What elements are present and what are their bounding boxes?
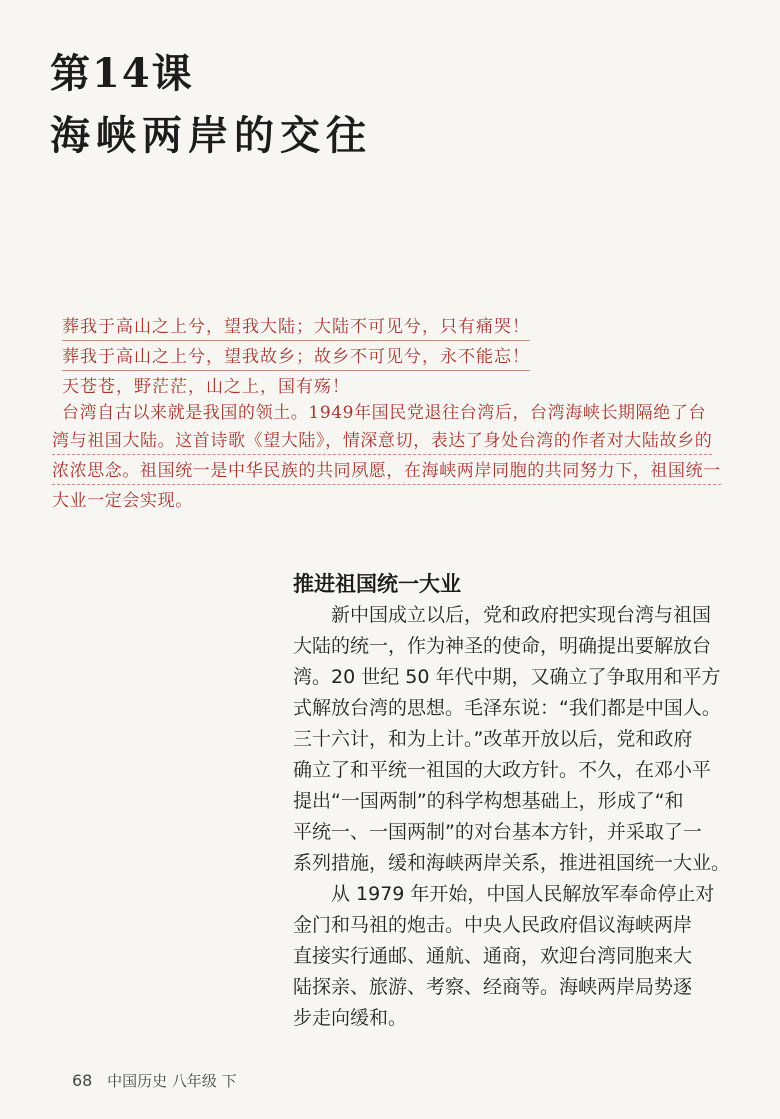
body-line: 直接实行通邮、通航、通商，欢迎台湾同胞来大 <box>293 945 693 967</box>
intro-prose-line: 湾与祖国大陆。这首诗歌《望大陆》，情深意切，表达了身处台湾的作者对大陆故乡的 <box>52 426 712 455</box>
body-line: 步走向缓和。 <box>293 1007 408 1029</box>
body-line: 式解放台湾的思想。毛泽东说：“我们都是中国人。 <box>293 697 721 719</box>
body-line: 大陆的统一，作为神圣的使命，明确提出要解放台 <box>293 635 712 657</box>
body-line: 从 1979 年开始，中国人民解放军奉命停止对 <box>293 883 715 905</box>
page-number: 68 <box>72 1071 93 1090</box>
body-line: 平统一、一国两制”的对台基本方针，并采取了一 <box>293 821 702 843</box>
body-line: 系列措施，缓和海峡两岸关系，推进祖国统一大业。 <box>293 852 731 874</box>
poem-line: 葬我于高山之上兮，望我大陆；大陆不可见兮，只有痛哭！ <box>62 312 530 341</box>
body-line: 金门和马祖的炮击。中央人民政府倡议海峡两岸 <box>293 914 693 936</box>
poem-line: 葬我于高山之上兮，望我故乡；故乡不可见兮，永不能忘！ <box>62 342 530 371</box>
intro-prose-line: 浓浓思念。祖国统一是中华民族的共同夙愿，在海峡两岸同胞的共同努力下，祖国统一 <box>52 456 721 485</box>
body-line: 提出“一国两制”的科学构想基础上，形成了“和 <box>293 790 684 812</box>
body-line: 新中国成立以后，党和政府把实现台湾与祖国 <box>293 604 712 626</box>
lesson-number: 第14课 <box>50 50 194 97</box>
body-line: 湾。20 世纪 50 年代中期，又确立了争取用和平方 <box>293 666 721 688</box>
intro-prose-line: 大业一定会实现。 <box>52 491 193 511</box>
body-line: 陆探亲、旅游、考察、经商等。海峡两岸局势逐 <box>293 976 693 998</box>
page-footer <box>72 1070 237 1091</box>
section-heading: 推进祖国统一大业 <box>293 572 461 596</box>
intro-prose-line: 台湾自古以来就是我国的领土。1949年国民党退往台湾后，台湾海峡长期隔绝了台 <box>62 403 707 423</box>
body-line: 确立了和平统一祖国的大政方针。不久，在邓小平 <box>293 759 712 781</box>
poem-line: 天苍苍，野茫茫，山之上，国有殇！ <box>62 377 350 397</box>
lesson-title: 海峡两岸的交往 <box>50 112 372 159</box>
book-title: 中国历史 八年级 下 <box>107 1072 237 1090</box>
body-line: 三十六计，和为上计。”改革开放以后，党和政府 <box>293 728 693 750</box>
